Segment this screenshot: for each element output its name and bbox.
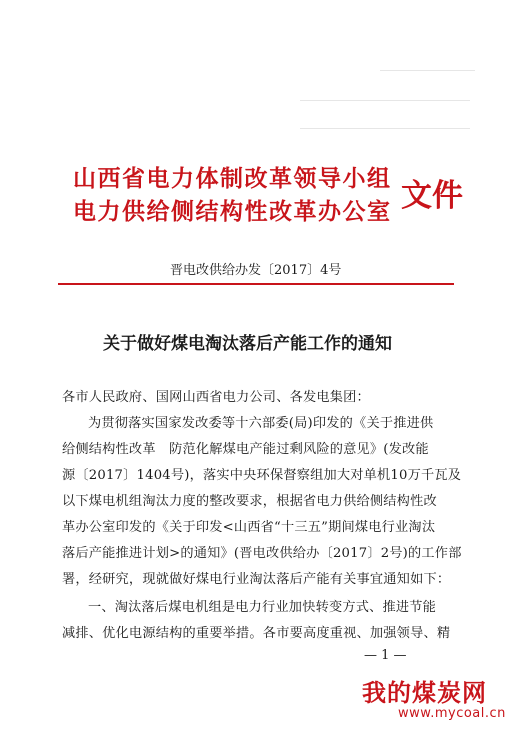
issuer-line-2: 电力供给侧结构性改革办公室: [73, 198, 392, 225]
watermark-url: www.mycoal.cn: [398, 706, 506, 721]
bleed-through-line: [300, 128, 470, 129]
body-line: 源〔2017〕1404号)，落实中央环保督察组加大对单机10万千瓦及: [62, 468, 462, 483]
document-label: 文件: [401, 178, 463, 214]
red-divider-line: [58, 283, 454, 285]
body-line: 落后产能推进计划>的通知》(晋电改供给办〔2017〕2号)的工作部: [62, 546, 462, 561]
notice-title: 关于做好煤电淘汰落后产能工作的通知: [103, 334, 392, 354]
salutation: 各市人民政府、国网山西省电力公司、各发电集团：: [62, 390, 370, 405]
body-line: 以下煤电机组淘汰力度的整改要求，根据省电力供给侧结构性改: [62, 494, 437, 509]
body-line: 一、淘汰落后煤电机组是电力行业加快转变方式、推进节能: [88, 600, 437, 615]
bleed-through-line: [380, 70, 475, 71]
body-line: 署，经研究，现就做好煤电行业淘汰落后产能有关事宜通知如下：: [62, 572, 451, 587]
body-line: 减排、优化电源结构的重要举措。各市要高度重视、加强领导、精: [62, 626, 451, 641]
issuer-line-1: 山西省电力体制改革领导小组: [73, 165, 392, 192]
watermark-logo-text: 我的煤炭网: [362, 679, 487, 707]
page-number: — 1 —: [364, 648, 407, 663]
body-line: 为贯彻落实国家发改委等十六部委(局)印发的《关于推进供: [88, 416, 434, 431]
document-number: 晋电改供给办发〔2017〕4号: [170, 263, 342, 278]
bleed-through-line: [300, 100, 470, 101]
body-line: 给侧结构性改革 防范化解煤电产能过剩风险的意见》(发改能: [62, 442, 429, 457]
body-line: 革办公室印发的《关于印发<山西省“十三五”期间煤电行业淘汰: [62, 520, 436, 535]
